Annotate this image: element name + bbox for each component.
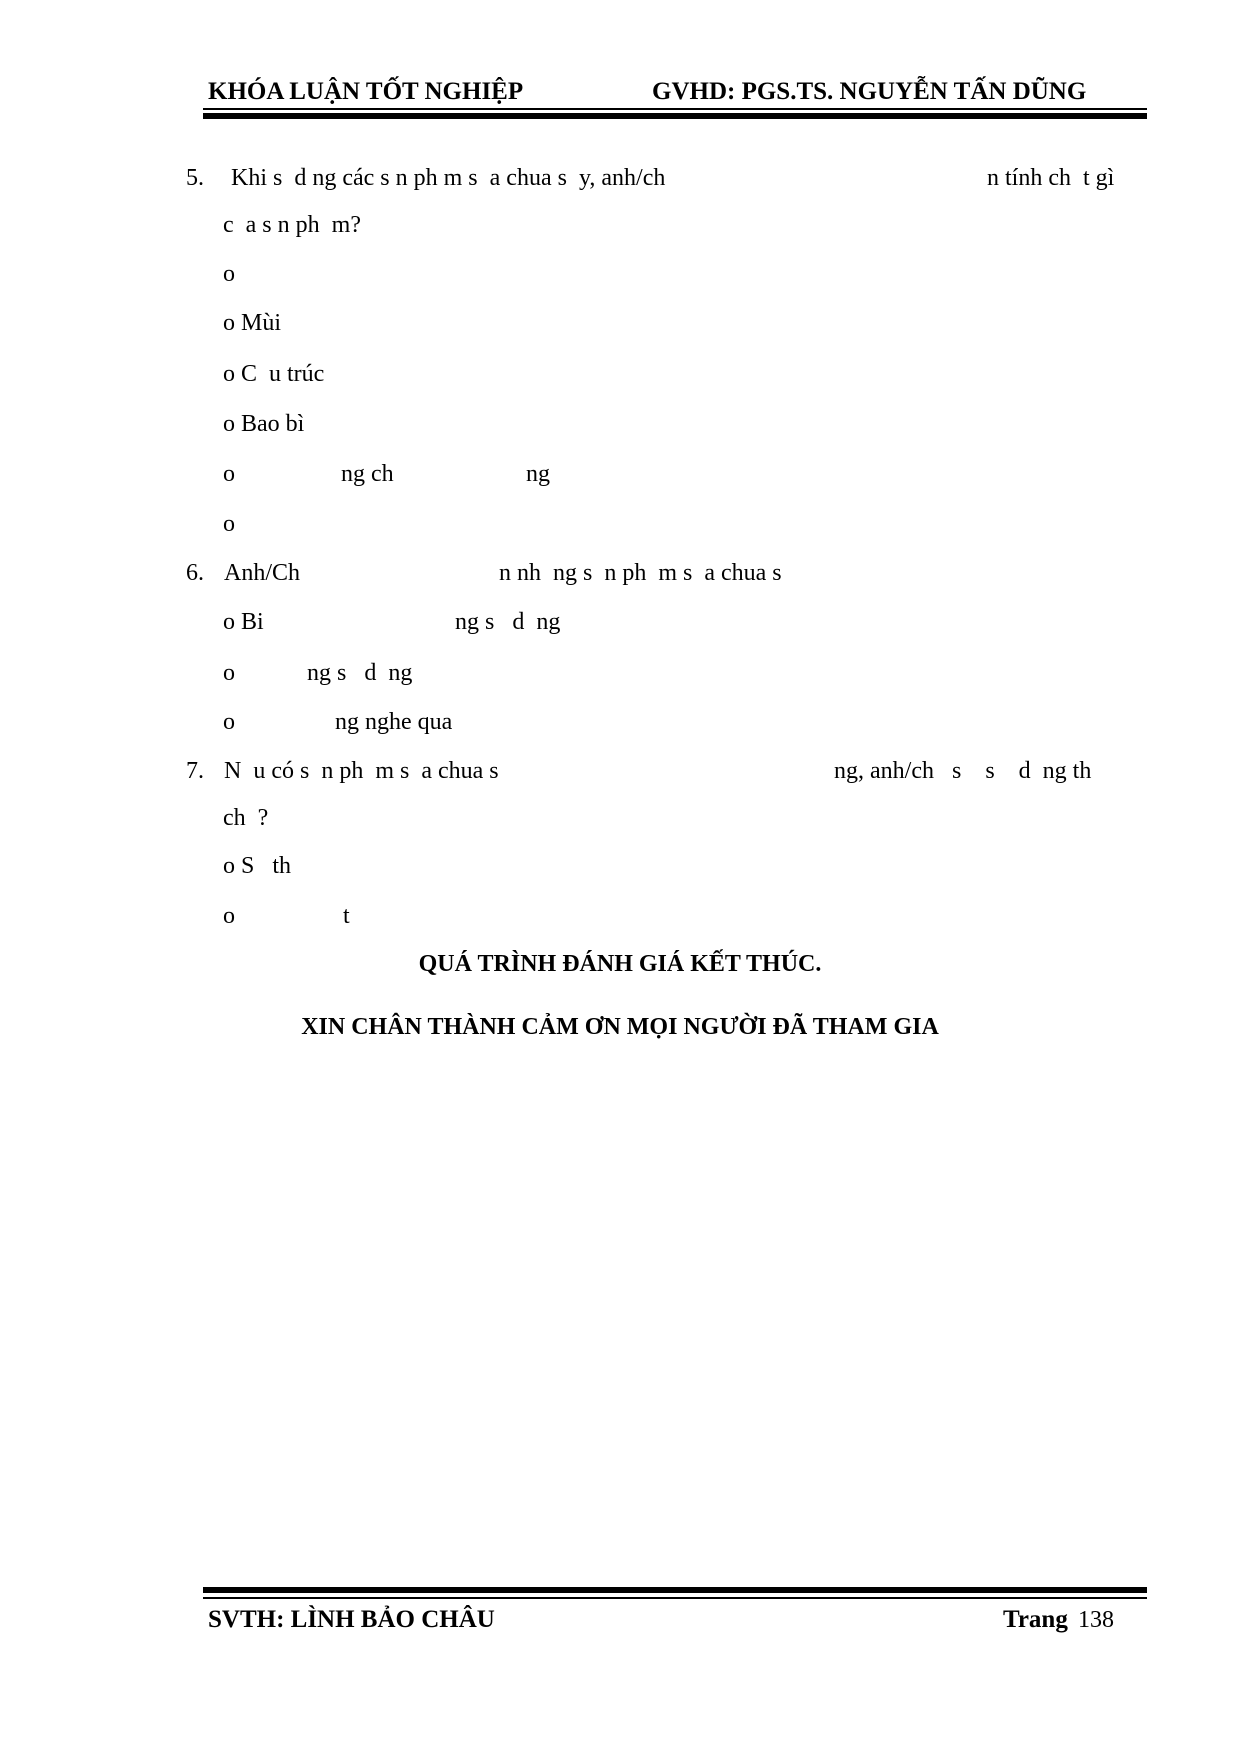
option: o Bao bì: [223, 411, 305, 437]
footer-rule-thick: [203, 1587, 1147, 1593]
option: o: [223, 903, 235, 929]
thesis-title: KHÓA LUẬN TỐT NGHIỆP: [208, 78, 524, 105]
question-number: 6.: [186, 560, 204, 586]
option: o: [223, 660, 235, 686]
header-rule-thick: [203, 113, 1147, 119]
option: o S th: [223, 853, 292, 879]
option: o: [223, 461, 235, 487]
option-text: ng s d ng: [307, 660, 413, 686]
question-text: N u có s n ph m s a chua s: [224, 758, 499, 784]
question-text: c a s n ph m?: [223, 212, 361, 238]
option-text: ng ch: [341, 461, 394, 487]
question-text: ch ?: [223, 805, 269, 831]
question-text: Khi s d ng các s n ph m s a chua s y, anh/ch: [231, 165, 666, 191]
question-number: 7.: [186, 758, 204, 784]
option: o C u trúc: [223, 361, 325, 387]
option: o: [223, 511, 235, 537]
closing-line-1: QUÁ TRÌNH ĐÁNH GIÁ KẾT THÚC.: [418, 951, 822, 977]
option-text: t: [343, 903, 350, 929]
footer-rule-thin: [203, 1597, 1147, 1599]
author-name: SVTH: LÌNH BẢO CHÂU: [208, 1606, 495, 1633]
option-text: ng: [526, 461, 550, 487]
page-label: Trang: [1003, 1606, 1068, 1633]
option-text: ng s d ng: [455, 609, 561, 635]
closing-line-2: XIN CHÂN THÀNH CẢM ƠN MỌI NGƯỜI ĐÃ THAM GIA: [301, 1014, 939, 1040]
question-number: 5.: [186, 165, 204, 191]
question-text: Anh/Ch: [224, 560, 301, 586]
option: o: [223, 261, 235, 287]
option: o: [223, 709, 235, 735]
option: o Mùi: [223, 310, 282, 336]
header-rule-thin: [203, 108, 1147, 110]
question-text: n tính ch t gì: [987, 165, 1115, 191]
advisor-name: GVHD: PGS.TS. NGUYỄN TẤN DŨNG: [652, 78, 1087, 105]
option-text: ng nghe qua: [335, 709, 453, 735]
question-text: n nh ng s n ph m s a chua s: [499, 560, 782, 586]
option: o Bi: [223, 609, 264, 635]
question-text: ng, anh/ch s s d ng th: [834, 758, 1092, 784]
page-number: 138: [1078, 1607, 1114, 1633]
